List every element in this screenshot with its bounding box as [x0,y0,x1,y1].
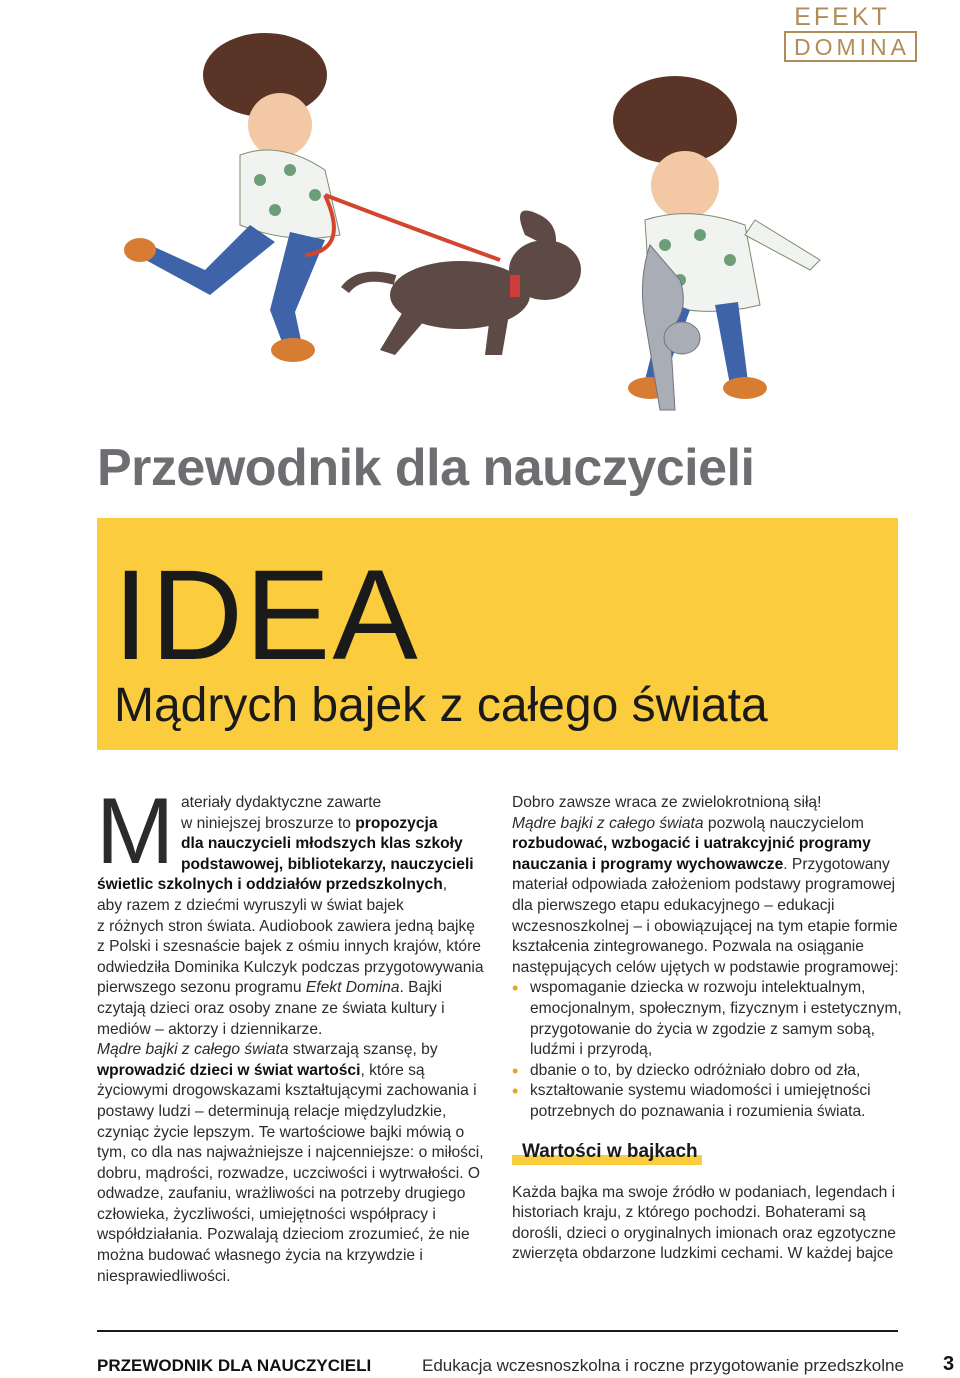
intro-line-7: z różnych stron świata. [97,917,256,935]
values-intro-paragraph: Każda bajka ma swoje źródło w podaniach, legendach i historiach kraju, z którego pochodzi. Bohaterami są dorośli, dzieci o oryginalnych imionach oraz egzotyczne zwierzęta obdarzone ludzkimi cechami. W każdej bajce [512,1183,896,1263]
boy-dog-cat-illustration [90,20,870,440]
curriculum-paragraph [512,814,907,979]
footer-divider [97,1330,898,1332]
page-number: 3 [943,1353,955,1375]
curriculum-text-bold: rozbudować, wzbogacić i uatrakcyjnić programy nauczania i programy wychowawcze [512,835,871,873]
program-name: Efekt Domina [305,979,400,997]
idea-banner [97,518,898,750]
dog-figure [345,211,581,356]
curriculum-text-b: . Przygotowany materiał odpowiada założeniom podstawy programowej dla pierwszego etapu edukacyjnego – edukacji wczesnoszkolnej – i obowiązującej na tym etapie formie kształcenia zintegrowanego. Pozwala na osiąganie następujących celów ujętych w podstawie programowej: [512,855,899,976]
audiobook-text-end: . Bajki czytają dzieci oraz osoby znane ze świata kultury i mediów – aktorzy i dziennikarze. [97,979,445,1038]
intro-line-4-bold: podstawowej, bibliotekarzy, nauczycieli [181,855,474,873]
values-text-a: stwarzają szansę, by [288,1041,438,1059]
left-text-column [96,778,487,1287]
page-title: Przewodnik dla nauczycieli [97,439,755,497]
intro-line-6: aby razem z dziećmi wyruszyli w świat bajek [97,896,404,914]
intro-line-5-bold: świetlic szkolnych i oddziałów przedszkolnych [97,876,443,894]
standing-boy-figure [613,76,820,399]
intro-paragraph-2 [97,917,487,1041]
values-text-bold: wprowadzić dzieci w świat wartości [97,1061,361,1079]
footer-title: PRZEWODNIK DLA NAUCZYCIELI [97,1356,372,1375]
logo-line-1: EFEKT [794,3,890,31]
intro-line-3 [181,834,487,855]
intro-line-2-text: w niniejszej broszurze to [181,814,356,832]
curriculum-text-a: pozwolą nauczycielom [703,814,864,832]
values-text-b: , które są życiowymi drogowskazami kształtującymi zachowania i postawy ludzi – determinują relacje międzyludzkie, czyniąc życie lepszym. Te wartościowe bajki mówią o tym, co dla nas najważniejsze i najcenniejsze: o miłości, dobru, mądrości, rozwadze, uczciwości i wytrwałości. O odwadze, zaufaniu, wrażliwości na potrzeby drugiego człowieka, życzliwości, umiejętności współpracy i współdziałania. Pozwalają dzieciom zrozumieć, że nie można budować własnego życia na krzywdzie i niesprawiedliwości. [97,1061,484,1285]
logo-line-2: DOMINA [784,31,917,62]
banner-heading: IDEA [113,544,420,687]
intro-line-5 [97,875,487,896]
intro-line-2-bold: propozycja [355,814,438,832]
good-returns-line: Dobro zawsze wraca ze zwielokrotnioną siłą! [512,794,822,811]
banner-subtitle: Mądrych bajek z całego świata [114,679,768,732]
audiobook-text: Audiobook zawiera jedną bajkę z Polski i szesnaście bajek z ośmiu innych krajów, które odwiedziła Dominika Kulczyk podczas przygotowywania pierwszego sezonu programu [97,917,484,997]
book-title-italic-right: Mądre bajki z całego świata [512,814,704,832]
drop-cap: M [96,778,175,883]
goals-list [512,978,907,1122]
intro-line-3-bold: dla nauczycieli młodszych klas szkoły [181,835,463,853]
goal-item: • dbanie o to, by dziecko odróżniało dobro od zła, [512,1061,907,1082]
goal-item: • kształtowanie systemu wiadomości i umiejętności potrzebnych do poznawania i rozumienia świata. [512,1081,907,1122]
right-text-column [512,793,907,1265]
intro-line-5-comma: , [442,876,448,894]
section-heading-text: Wartości w bajkach [512,1139,702,1165]
values-paragraph [97,1040,487,1287]
section-heading [512,1139,907,1165]
intro-line-1: ateriały dydaktyczne zawarte [181,794,382,811]
footer-subtitle: Edukacja wczesnoszkolna i roczne przygotowanie przedszkolne [422,1356,904,1375]
book-title-italic: Mądre bajki z całego świata [97,1041,289,1059]
goal-item: • wspomaganie dziecka w rozwoju intelektualnym, emocjonalnym, społecznym, fizycznym i estetycznym, przygotowanie do życia w zgodzie z samym sobą, ludźmi i przyrodą, [512,978,907,1060]
intro-line-2 [181,814,487,835]
intro-line-4 [181,855,487,876]
